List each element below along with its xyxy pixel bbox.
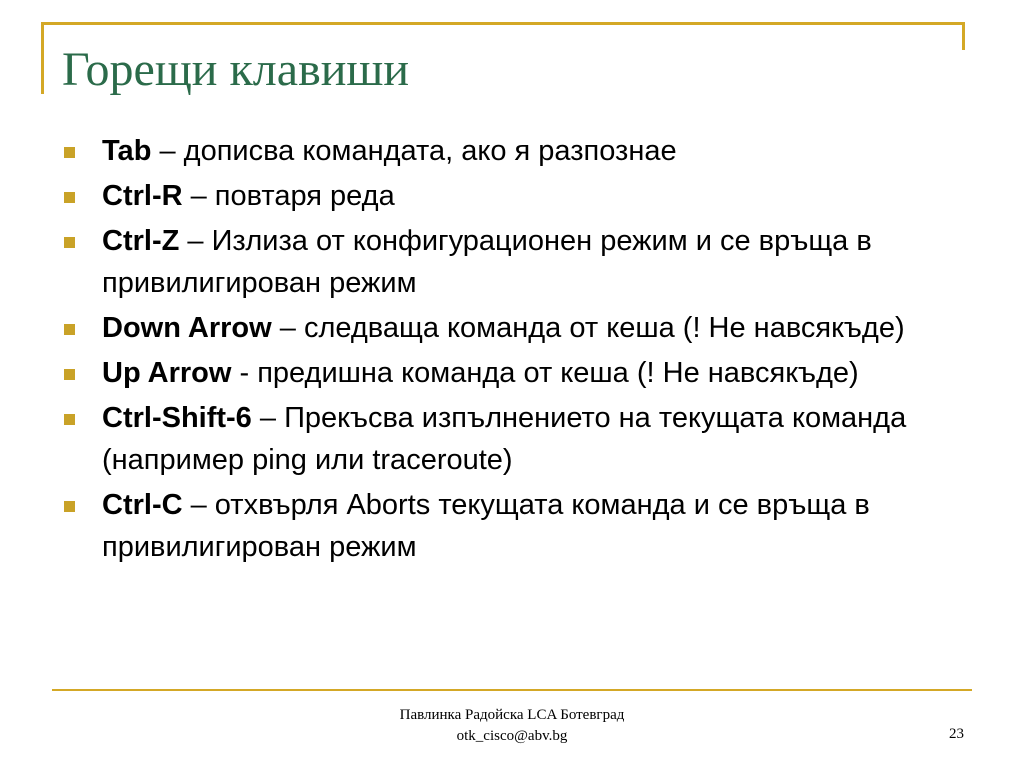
shortcut-description: – дописва командата, ако я разпознае [151, 135, 677, 167]
shortcut-key: Ctrl-Shift-6 [102, 402, 252, 434]
footer-divider [52, 689, 972, 691]
shortcut-key: Down Arrow [102, 312, 272, 344]
square-bullet-icon [64, 501, 75, 512]
frame-top-line [41, 22, 965, 25]
square-bullet-icon [64, 192, 75, 203]
square-bullet-icon [64, 369, 75, 380]
bullet-item-up-arrow [62, 352, 982, 394]
bullet-item-ctrl-c [62, 484, 982, 568]
footer-author-name: Павлинка Радойска LCA Ботевград [399, 707, 625, 723]
shortcut-description: – повтаря реда [182, 180, 395, 212]
shortcut-description: – отхвърля Aborts текущата команда и се връща в привилигирован режим [102, 489, 870, 563]
shortcut-key: Tab [102, 135, 152, 167]
page-number: 23 [949, 726, 964, 742]
frame-left-line [41, 22, 44, 94]
shortcut-key: Ctrl-R [102, 180, 183, 212]
shortcut-description: – Прекъсва изпълнението на текущата команда (например ping или traceroute) [102, 402, 907, 476]
shortcut-key: Up Arrow [102, 357, 232, 389]
bullet-item-tab [62, 130, 982, 172]
frame-right-line [962, 22, 965, 50]
square-bullet-icon [64, 414, 75, 425]
square-bullet-icon [64, 324, 75, 335]
shortcut-key: Ctrl-Z [102, 225, 180, 257]
bullet-item-ctrl-z [62, 220, 982, 304]
shortcut-description: – следваща команда от кеша (! Не навсякъде) [271, 312, 905, 344]
slide-title: Горещи клавиши [62, 43, 410, 96]
shortcut-key: Ctrl-C [102, 489, 183, 521]
shortcut-description: – Излиза от конфигурационен режим и се връща в привилигирован режим [102, 225, 872, 299]
footer-email: otk_cisco@abv.bg [456, 728, 568, 744]
bullet-list [62, 130, 982, 571]
footer-credits [0, 705, 1024, 747]
bullet-item-down-arrow [62, 307, 982, 349]
shortcut-description: - предишна команда от кеша (! Не навсякъде) [231, 357, 859, 389]
square-bullet-icon [64, 147, 75, 158]
bullet-item-ctrl-shift-6 [62, 397, 982, 481]
bullet-item-ctrl-r [62, 175, 982, 217]
square-bullet-icon [64, 237, 75, 248]
